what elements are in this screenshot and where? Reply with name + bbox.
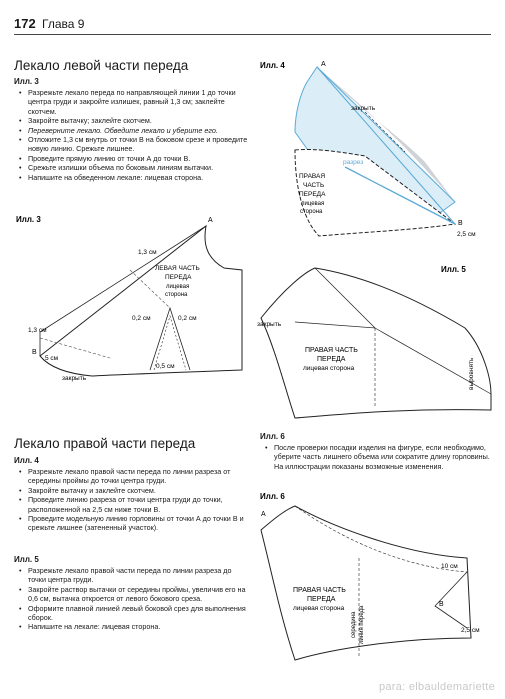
- list-item: • Напишите на обведенном лекале: лицевая сторона.: [28, 173, 250, 182]
- watermark-text: para: elbauldemariette: [378, 681, 495, 693]
- list-item: • Проведите прямую линию от точки А до точки В.: [28, 154, 250, 163]
- list-item: • Закройте раствор вытачки от середины проймы, увеличив его на 0,6 см, вытачка откроется от левого бокового среза.: [28, 585, 250, 604]
- list-item: • Срежьте излишки объема по боковым линиям вытачки.: [28, 163, 250, 172]
- ill3-diagram: [10, 208, 250, 396]
- ill3-measure-5: 5 см: [45, 355, 59, 362]
- ill5-diagram: [255, 258, 495, 426]
- list-item: • Проведите модельную линию горловины от точки А до точки В и срежьте лишнее (затененный участок).: [28, 514, 250, 533]
- left-ill3-label: Илл. 3: [14, 77, 39, 86]
- ill5-outline: [261, 268, 491, 418]
- ill6-mid-label-2: линия переда: [359, 605, 365, 644]
- ill3-close-label: закрыть: [62, 375, 87, 382]
- list-item: • Разрежьте лекало переда по направляющей линии 1 до точки центра груди и закройте излишек, равный 1,3 см; заклейте скотчем.: [28, 88, 250, 116]
- right-section-title: Лекало правой части переда: [14, 436, 196, 451]
- ill3-piece-label-4: сторона: [165, 292, 188, 298]
- ill6-piece-label-2: ПЕРЕДА: [307, 596, 336, 603]
- ill4-piece-label-5: сторона: [300, 209, 323, 215]
- ill6-measure-25: 2,5 см: [461, 627, 480, 634]
- ill6-measure-10: 10 см: [441, 563, 458, 570]
- list-item: • Закройте вытачку и заклейте скотчем.: [28, 486, 250, 495]
- ill5-smooth-label: выровнять: [468, 357, 475, 390]
- ill4-point-a: A: [321, 61, 326, 68]
- ill6-mid-label-1: середина: [351, 611, 357, 638]
- right-ill4-label: Илл. 4: [14, 456, 39, 465]
- ill5-piece-label-1: ПРАВАЯ ЧАСТЬ: [305, 347, 358, 354]
- ill6-steps-list: [264, 443, 499, 471]
- ill4-label: Илл. 4: [260, 61, 285, 70]
- ill4-diagram: [255, 52, 495, 252]
- ill6-piece-label-1: ПРАВАЯ ЧАСТЬ: [293, 587, 346, 594]
- header-rule: [14, 34, 491, 35]
- list-item: • Разрежьте лекало правой части переда по линии разреза от середины проймы до точки центра груди.: [28, 467, 250, 486]
- ill4-point-b: B: [458, 220, 463, 227]
- ill6-point-b: B: [439, 601, 444, 608]
- ill5-label: Илл. 5: [441, 265, 466, 274]
- ill4-close-label: закрыть: [351, 105, 376, 112]
- ill6-piece-label-3: лицевая сторона: [293, 605, 345, 612]
- list-item: • Напишите на лекале: лицевая сторона.: [28, 622, 250, 631]
- ill3-piece-label-2: ПЕРЕДА: [165, 274, 192, 281]
- ill4-piece-label-2: ЧАСТЬ: [303, 182, 325, 189]
- list-item: • Проведите линию разреза от точки центра груди до точки, расположенной на 2,5 см ниже точки В.: [28, 495, 250, 514]
- ill6-label: Илл. 6: [260, 492, 285, 501]
- left-steps-list: [18, 88, 250, 182]
- right-ill5-label: Илл. 5: [14, 555, 39, 564]
- ill3-measure-02-left: 0,2 см: [132, 315, 151, 322]
- ill4-cut-label: разрез: [343, 159, 364, 166]
- ill5-close-label: закрыть: [257, 321, 282, 328]
- ill3-label: Илл. 3: [16, 215, 41, 224]
- ill4-steps-list: [18, 467, 250, 533]
- ill4-piece-label-4: лицевая: [301, 201, 325, 207]
- ill6-diagram: [255, 488, 495, 676]
- page-number: 172: [14, 16, 36, 31]
- ill6-text-label: Илл. 6: [260, 432, 285, 441]
- ill3-measure-02-right: 0,2 см: [178, 315, 197, 322]
- chapter-title: Глава 9: [42, 17, 85, 31]
- list-item: • Оформите плавной линией левый боковой срез для выполнения сборок.: [28, 604, 250, 623]
- ill3-piece-label-3: лицевая: [166, 284, 190, 290]
- list-item: • Переверните лекало. Обведите лекало и уберите его.: [28, 126, 250, 135]
- ill3-point-a: A: [208, 217, 213, 224]
- list-item: • Отложите 1,3 см внутрь от точки В на боковом срезе и проведите новую линию. Срежьте лишнее.: [28, 135, 250, 154]
- ill5-side-curve: [261, 318, 295, 418]
- ill3-measure-13-top: 1,3 см: [138, 249, 157, 256]
- ill6-outline: [261, 506, 471, 660]
- ill6-point-a: A: [261, 511, 266, 518]
- left-section-title: Лекало левой части переда: [14, 58, 189, 73]
- list-item: • Закройте вытачку; заклейте скотчем.: [28, 116, 250, 125]
- ill3-measure-13-side: 1,3 см: [28, 327, 47, 334]
- ill5-piece-label-2: ПЕРЕДА: [317, 356, 346, 363]
- ill3-guide-line: [130, 270, 170, 308]
- ill5-steps-list: [18, 566, 250, 632]
- ill5-piece-label-3: лицевая сторона: [303, 365, 355, 372]
- ill3-piece-label-1: ЛЕВАЯ ЧАСТЬ: [155, 265, 200, 272]
- ill3-measure-05: 0,5 см: [156, 363, 175, 370]
- ill4-piece-label-1: ПРАВАЯ: [299, 173, 326, 180]
- ill5-dart-lines: [295, 268, 375, 328]
- ill6-side-line: [435, 572, 467, 628]
- ill4-piece-label-3: ПЕРЕДА: [299, 191, 326, 198]
- ill3-point-b: B: [32, 349, 37, 356]
- list-item: • Разрежьте лекало правой части переда по линии разреза до точки центра груди.: [28, 566, 250, 585]
- ill4-measure-25: 2,5 см: [457, 231, 476, 238]
- list-item: • После проверки посадки изделия на фигуре, если необходимо, уберите часть лишнего объема или сократите длину горловины. На иллюстрации показаны возможные изменения.: [274, 443, 499, 471]
